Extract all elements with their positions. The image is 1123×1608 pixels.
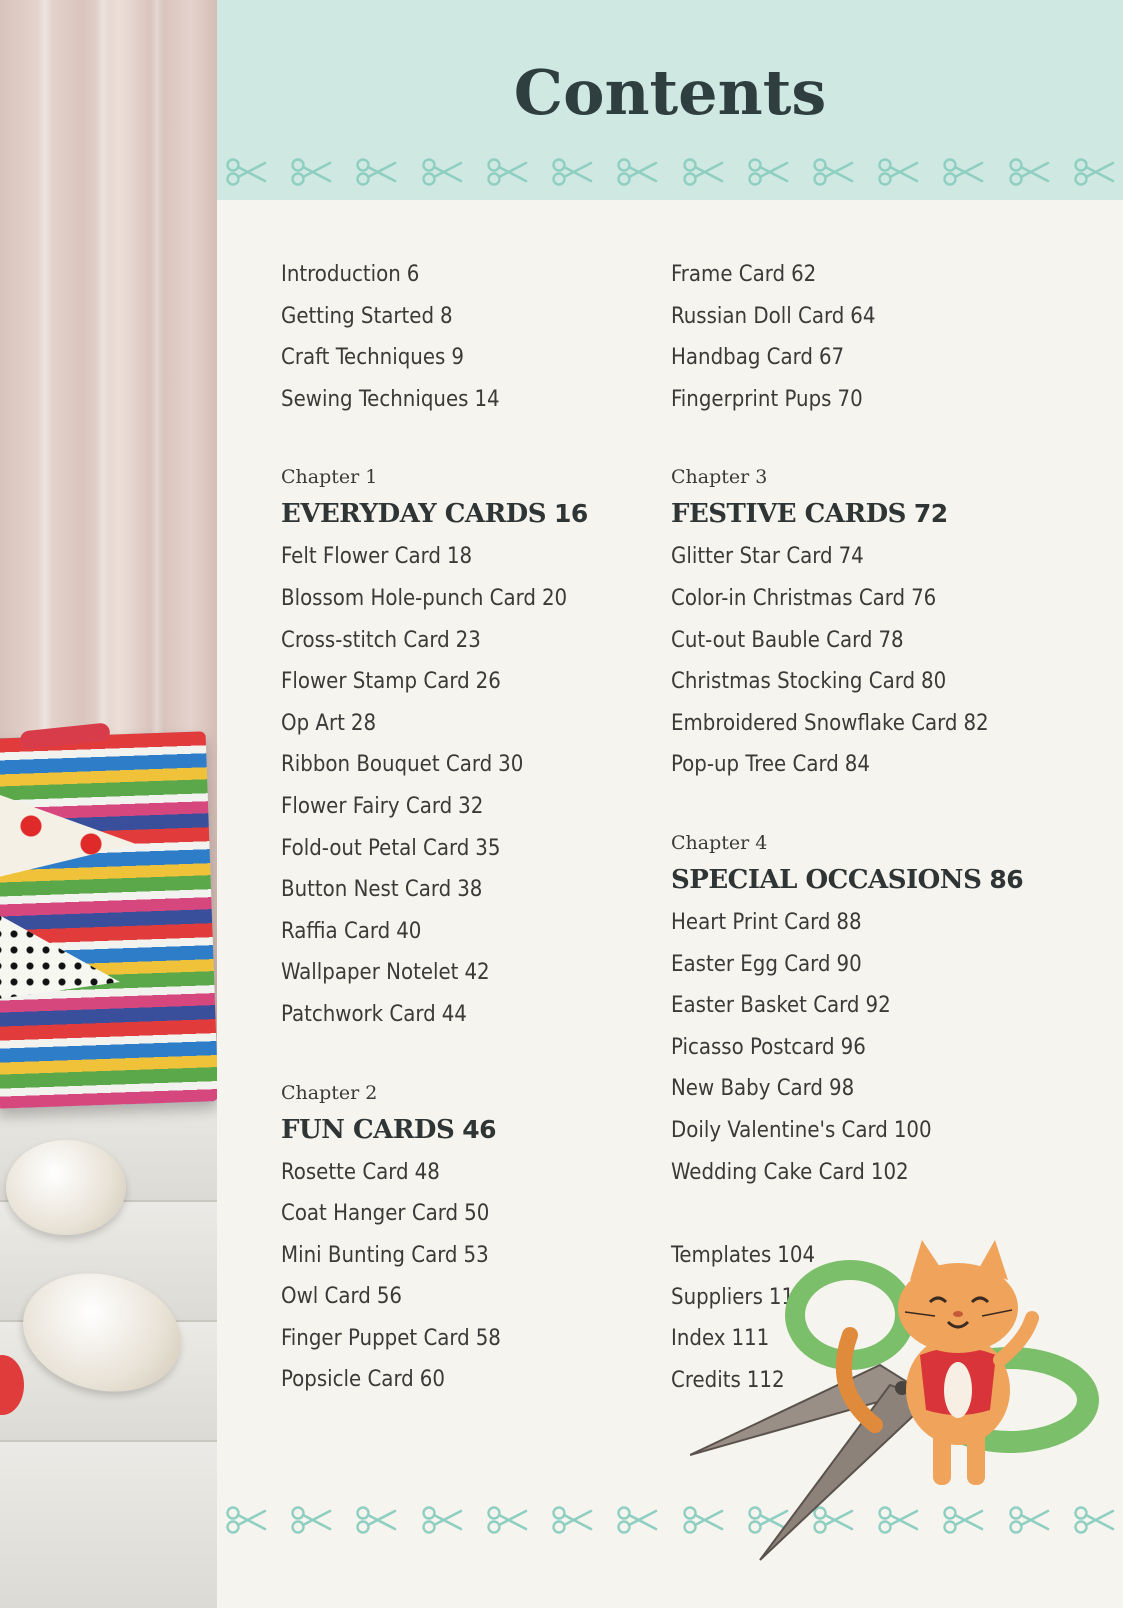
curtain-fold: [96, 0, 110, 760]
entry-page: 92: [865, 993, 891, 1019]
scissors-icon: [747, 157, 789, 187]
chapter-1-section: [281, 462, 641, 1035]
entry-title: Sewing Techniques: [281, 386, 469, 412]
chapter-title[interactable]: [671, 492, 1091, 536]
entry-page: 78: [878, 627, 904, 653]
toc-entry[interactable]: [671, 620, 1091, 662]
entry-title: Flower Stamp Card: [281, 669, 470, 695]
toc-entry[interactable]: [281, 296, 641, 338]
chapter-page: 16: [554, 499, 588, 529]
entry-title: Index: [671, 1326, 726, 1352]
chapter-label: Chapter 4: [671, 831, 768, 854]
scissors-icon: [486, 157, 528, 187]
entry-title: Frame Card: [671, 262, 786, 287]
entry-page: 32: [458, 793, 484, 819]
entry-page: 84: [844, 752, 870, 778]
entry-page: 44: [441, 1001, 467, 1027]
entry-title: Rosette Card: [281, 1159, 409, 1185]
scissors-icon: [1073, 157, 1115, 187]
toc-entry[interactable]: [281, 379, 641, 421]
entry-title: Getting Started: [281, 303, 435, 329]
toc-entry[interactable]: [671, 902, 1091, 944]
chapter-title[interactable]: [281, 492, 641, 536]
entry-page: 58: [475, 1325, 501, 1351]
entry-title: Pop-up Tree Card: [671, 752, 839, 778]
continued-entries: [671, 254, 1091, 420]
entry-title: Felt Flower Card: [281, 544, 441, 570]
entry-page: 96: [840, 1034, 866, 1060]
scissors-icon: [812, 157, 854, 187]
entry-page: 90: [836, 951, 862, 977]
chapter-label: Chapter 2: [281, 1081, 378, 1104]
entry-title: Fingerprint Pups: [671, 386, 832, 412]
cat-leg: [967, 1430, 985, 1485]
entry-title: Fold-out Petal Card: [281, 835, 470, 861]
chapter-title-text: EVERYDAY CARDS: [281, 499, 547, 530]
entry-title: Coat Hanger Card: [281, 1201, 459, 1227]
entry-title: New Baby Card: [671, 1076, 823, 1102]
entry-page: 18: [446, 544, 473, 570]
entry-title: Cross-stitch Card: [281, 627, 450, 653]
curtain-fold: [150, 0, 164, 760]
toc-entry[interactable]: [671, 1027, 1091, 1069]
chapter-title-text: SPECIAL OCCASIONS: [671, 864, 982, 895]
toc-entry[interactable]: [281, 1318, 641, 1360]
entry-title: Cut-out Bauble Card: [671, 627, 873, 653]
toc-entry[interactable]: [671, 985, 1091, 1027]
entry-page: 111: [768, 1284, 807, 1310]
toc-entry[interactable]: [671, 944, 1091, 986]
chapter-title-text: FUN CARDS: [281, 1114, 455, 1145]
entry-page: 14: [474, 386, 500, 412]
toc-entry[interactable]: [671, 1110, 1091, 1152]
entry-page: 35: [475, 835, 501, 861]
toc-entry[interactable]: [671, 703, 1091, 745]
entry-page: 67: [818, 345, 845, 371]
entry-title: Glitter Star Card: [671, 544, 833, 570]
toc-entry[interactable]: [671, 296, 1091, 338]
toc-entry[interactable]: [281, 994, 641, 1036]
scissors-icon: [355, 1505, 397, 1535]
toc-entry[interactable]: [671, 379, 1091, 421]
entry-title: Flower Fairy Card: [281, 793, 453, 819]
entry-page: 28: [350, 710, 377, 736]
entry-title: Craft Techniques: [281, 345, 446, 371]
scissors-icon: [421, 157, 463, 187]
scissors-icon: [225, 157, 267, 187]
chapter-4-section: [671, 828, 1091, 1193]
entry-title: Suppliers: [671, 1284, 763, 1310]
entry-page: 80: [921, 669, 947, 695]
entry-page: 88: [836, 909, 862, 935]
entry-title: Wallpaper Notelet: [281, 960, 459, 986]
toc-entry[interactable]: [671, 254, 1091, 296]
toc-entry[interactable]: [281, 1193, 641, 1235]
entry-page: 26: [475, 669, 501, 695]
entry-title: Popsicle Card: [281, 1367, 414, 1393]
entry-page: 56: [376, 1284, 403, 1310]
chapter-label: Chapter 3: [671, 466, 768, 489]
toc-entry[interactable]: [281, 536, 641, 578]
entry-page: 64: [850, 303, 876, 329]
toc-entry[interactable]: [281, 1276, 641, 1318]
entry-title: Russian Doll Card: [671, 303, 845, 329]
entry-page: 74: [838, 544, 864, 570]
scissors-icon: [225, 1505, 267, 1535]
toc-entry[interactable]: [671, 536, 1091, 578]
scissors-divider-top: [217, 152, 1123, 192]
scissors-icon: [1008, 157, 1050, 187]
entry-page: 70: [837, 386, 863, 412]
toc-entry[interactable]: [281, 661, 641, 703]
entry-page: 53: [463, 1242, 489, 1268]
cat-belly: [944, 1362, 972, 1418]
entry-title: Heart Print Card: [671, 909, 831, 935]
scissors-icon: [290, 157, 332, 187]
entry-page: 112: [746, 1367, 785, 1393]
toc-entry[interactable]: [281, 254, 641, 296]
entry-title: Wedding Cake Card: [671, 1159, 865, 1185]
entry-page: 50: [464, 1201, 490, 1227]
entry-title: Templates: [671, 1243, 772, 1269]
entry-page: 100: [893, 1117, 932, 1143]
entry-page: 98: [829, 1076, 855, 1102]
scissors-icon: [682, 157, 724, 187]
chapter-label: Chapter 1: [281, 466, 378, 489]
scissors-icon: [942, 157, 984, 187]
toc-entry[interactable]: [281, 337, 641, 379]
entry-title: Christmas Stocking Card: [671, 669, 916, 695]
entry-title: Op Art: [281, 710, 345, 736]
scissors-icon: [616, 157, 658, 187]
entry-page: 48: [414, 1159, 440, 1185]
entry-page: 111: [731, 1326, 770, 1352]
toc-entry[interactable]: [671, 337, 1091, 379]
entry-page: 102: [870, 1159, 909, 1185]
toc-entry[interactable]: [281, 703, 641, 745]
entry-page: 82: [963, 710, 989, 736]
seashell: [6, 1140, 126, 1235]
page-title: Contents: [513, 56, 827, 129]
toc-entry[interactable]: [281, 911, 641, 953]
entry-page: 42: [464, 960, 490, 986]
chapter-page: 86: [989, 864, 1024, 894]
scissors-icon: [877, 157, 919, 187]
chapter-title[interactable]: [281, 1108, 641, 1152]
entry-title: Button Nest Card: [281, 877, 452, 903]
cat-with-scissors-icon: [690, 1240, 1110, 1570]
entry-title: Color-in Christmas Card: [671, 585, 906, 611]
entry-title: Easter Egg Card: [671, 951, 831, 977]
entry-title: Picasso Postcard: [671, 1034, 835, 1060]
entry-title: Mini Bunting Card: [281, 1242, 458, 1268]
entry-page: 6: [406, 262, 420, 287]
curtain-fold: [38, 0, 52, 760]
entry-title: Embroidered Snowflake Card: [671, 710, 958, 736]
entry-title: Credits: [671, 1367, 741, 1393]
chapter-title[interactable]: [671, 858, 1091, 902]
scissors-icon: [290, 1505, 332, 1535]
toc-entry[interactable]: [671, 1152, 1091, 1194]
toc-entry[interactable]: [281, 952, 641, 994]
entry-title: Blossom Hole-punch Card: [281, 585, 536, 611]
toc-entry[interactable]: [281, 1359, 641, 1401]
entry-title: Finger Puppet Card: [281, 1325, 470, 1351]
entry-page: 8: [440, 303, 453, 329]
chapter-page: 72: [913, 499, 948, 529]
wood-board: [0, 1440, 217, 1608]
entry-page: 20: [541, 585, 568, 611]
entry-page: 23: [455, 627, 481, 653]
chapter-title-text: FESTIVE CARDS: [671, 499, 906, 530]
entry-page: 9: [451, 345, 464, 371]
entry-title: Ribbon Bouquet Card: [281, 752, 493, 778]
entry-title: Patchwork Card: [281, 1001, 436, 1027]
decorative-photo: [0, 0, 217, 1608]
entry-title: Doily Valentine's Card: [671, 1117, 888, 1143]
entry-page: 30: [498, 752, 524, 778]
entry-page: 40: [396, 918, 422, 944]
scissors-icon: [355, 157, 397, 187]
toc-entry[interactable]: [281, 744, 641, 786]
scissors-icon: [551, 1505, 593, 1535]
toc-entry[interactable]: [281, 869, 641, 911]
toc-entry[interactable]: [671, 661, 1091, 703]
chapter-2-section: [281, 1078, 641, 1402]
entry-title: Handbag Card: [671, 345, 813, 371]
toc-entry[interactable]: [281, 1152, 641, 1194]
entry-title: Owl Card: [281, 1284, 371, 1310]
entry-page: 104: [777, 1243, 816, 1269]
entry-page: 76: [911, 585, 937, 611]
entry-title: Raffia Card: [281, 918, 391, 944]
entry-title: Introduction: [281, 262, 401, 287]
front-matter: [281, 254, 641, 420]
gift-box: [0, 731, 217, 1109]
entry-page: 38: [457, 877, 483, 903]
toc-entry[interactable]: [281, 1235, 641, 1277]
toc-entry[interactable]: [281, 786, 641, 828]
toc-entry[interactable]: [281, 578, 641, 620]
chapter-page: 46: [462, 1114, 497, 1144]
cat-nose: [953, 1311, 963, 1317]
toc-entry[interactable]: [671, 578, 1091, 620]
scissors-icon: [551, 157, 593, 187]
chapter-3-section: [671, 462, 1091, 786]
entry-title: Easter Basket Card: [671, 993, 860, 1019]
scissors-icon: [486, 1505, 528, 1535]
scissors-icon: [421, 1505, 463, 1535]
toc-left-column: [281, 254, 641, 1443]
entry-page: 60: [419, 1367, 445, 1393]
scissors-icon: [616, 1505, 658, 1535]
entry-page: 62: [791, 262, 817, 287]
toc-entry[interactable]: [671, 1068, 1091, 1110]
toc-entry[interactable]: [671, 744, 1091, 786]
toc-entry[interactable]: [281, 620, 641, 662]
toc-entry[interactable]: [281, 828, 641, 870]
cat-leg: [933, 1430, 951, 1485]
